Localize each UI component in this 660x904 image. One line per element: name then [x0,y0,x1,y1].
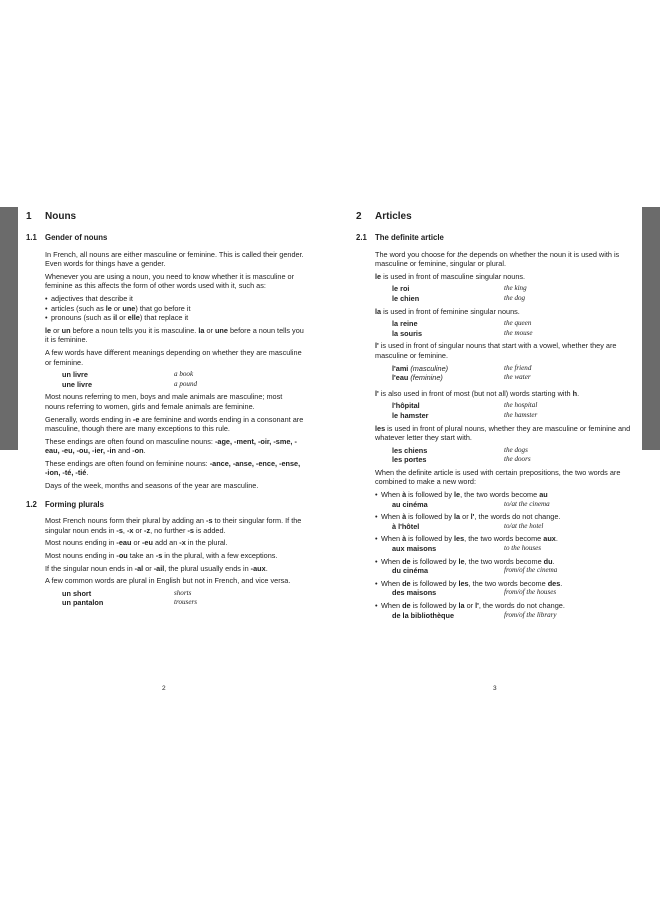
example-row: des maisons from/of the houses [392,588,557,598]
left-edge-tab [0,207,18,450]
example-row: le hamster the hamster [392,410,538,420]
paragraph: A few words have different meanings depending on whether they are masculine or feminine. [45,347,302,367]
paragraph: l' is also used in front of most (but not all) words starting with h. [375,388,580,398]
paragraph: If the singular noun ends in -al or -ail, the plural usually ends in -aux. [45,563,268,573]
right-edge-tab [642,207,660,450]
example-row: l'hôpital the hospital [392,401,538,411]
paragraph: Days of the week, months and seasons of the year are masculine. [45,481,259,491]
bullet-item: • When de is followed by les, the two words become des. [375,578,563,588]
paragraph: In French, all nouns are either masculine or feminine. This is called their gender. Even words for things have a gender. [45,249,304,269]
paragraph: Most nouns ending in -eau or -eu add an -x in the plural. [45,538,228,548]
bullet-item: • When de is followed by la or l', the words do not change. [375,601,565,610]
example-row: le chien the dog [392,293,526,303]
example-row: un livre a book [62,370,194,380]
paragraph: la is used in front of feminine singular nouns. [375,306,520,316]
paragraph: le is used in front of masculine singular nouns. [375,271,526,281]
bullet-item: • When de is followed by le, the two words become du. [375,556,555,566]
paragraph: When the definite article is used with certain prepositions, the two words are combined to make a new word: [375,467,621,487]
section-heading-gender: 1.1 Gender of nouns [26,233,108,242]
example-row: l'ami (masculine) the friend [392,363,532,373]
example-row: une livre a pound [62,379,198,389]
bullet-item: • When à is followed by la or l', the words do not change. [375,512,561,522]
paragraph: les is used in front of plural nouns, whether they are masculine or feminine and whatever letter they start with. [375,423,631,443]
example-row: le roi the king [392,284,527,294]
paragraph: These endings are often found on feminine nouns: -ance, -anse, -ence, -ense, -ion, -té, -tié. [45,458,301,478]
example-row: les portes the doors [392,455,531,465]
example-row: la reine the queen [392,319,532,329]
page-number: 3 [493,685,497,692]
paragraph: Most French nouns form their plural by adding an -s to their singular form. If the singular noun ends in -s, -x or -z, no further -s is added. [45,516,302,535]
example-row: un pantalon trousers [62,598,197,608]
paragraph: l' is used in front of singular nouns that start with a vowel, whether they are masculine or feminine. [375,341,617,360]
example-row: de la bibliothèque from/of the library [392,610,557,620]
chapter-heading-articles: 2 Articles [356,211,412,222]
section-heading-plurals: 1.2 Forming plurals [26,499,104,509]
right-page [356,212,638,620]
paragraph: A few common words are plural in English but not in French, and vice versa. [45,576,291,586]
bullet-item: • When à is followed by les, the two words become aux. [375,534,558,544]
chapter-heading-nouns: 1 Nouns [26,211,77,222]
example-row: du cinéma from/of the cinema [392,566,558,576]
bullet-item: • pronouns (such as il or elle) that replace it [45,313,189,323]
section-heading-definite-article: 2.1 The definite article [356,233,444,242]
example-row: les chiens the dogs [392,445,528,455]
paragraph: The word you choose for the depends on whether the noun it is used with is masculine or feminine, singular or plural. [375,249,620,269]
example-row: l'eau (feminine) the water [392,373,531,383]
paragraph: Generally, words ending in -e are feminine and words ending in a consonant are masculine, though there are many exceptions to this rule. [45,414,304,434]
example-row: à l'hôtel to/at the hotel [392,521,544,531]
bullet-item: • articles (such as le or une) that go before it [45,303,191,313]
example-row: aux maisons to the houses [392,544,542,554]
paragraph: Whenever you are using a noun, you need to know whether it is masculine or feminine as this affects the form of other words used with it, such as: [45,271,295,291]
paragraph: These endings are often found on masculine nouns: -age, -ment, -oir, -sme, -eau, -eu, -ou, -ier, -in and -on. [45,436,297,456]
page-number: 2 [162,685,166,692]
example-row: la souris the mouse [392,328,533,338]
left-page [26,212,304,608]
bullet-item: • When à is followed by le, the two words become au [375,490,548,500]
example-row: un short shorts [62,588,192,598]
paragraph: le or un before a noun tells you it is masculine. la or une before a noun tells you it is feminine. [45,325,304,345]
example-row: au cinéma to/at the cinema [392,499,550,509]
paragraph: Most nouns referring to men, boys and male animals are masculine; most nouns referring to women, girls and female animals are feminine. [45,392,283,411]
paragraph: Most nouns ending in -ou take an -s in the plural, with a few exceptions. [45,551,278,561]
bullet-item: • adjectives that describe it [45,293,133,303]
